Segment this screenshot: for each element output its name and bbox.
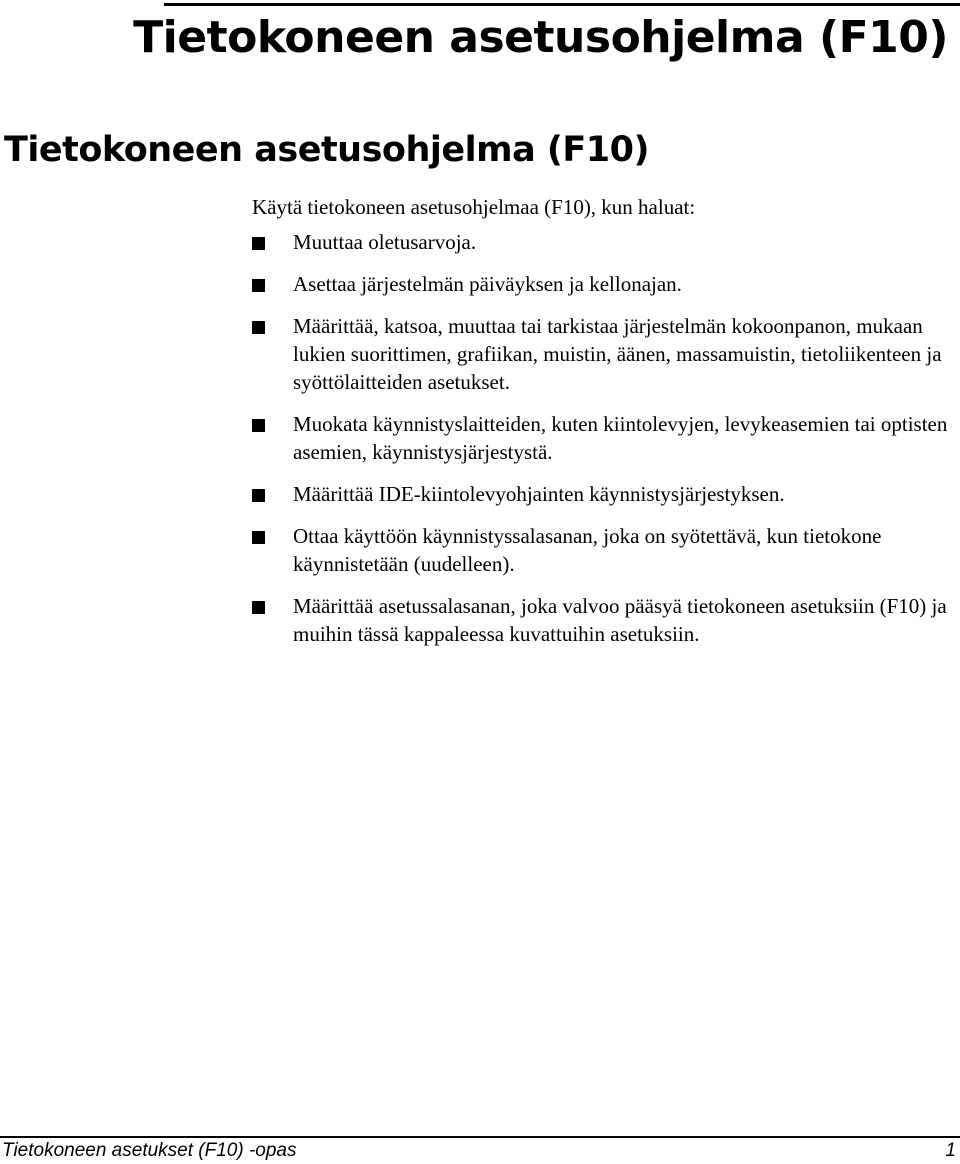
chapter-title: Tietokoneen asetusohjelma (F10) <box>133 12 948 63</box>
list-item-text: Ottaa käyttöön käynnistyssalasanan, joka on syötettävä, kun tietokone käynnistetään (uudelleen). <box>293 524 882 576</box>
list-item-text: Määrittää, katsoa, muuttaa tai tarkistaa järjestelmän kokoonpanon, mukaan lukien suorittimen, grafiikan, muistin, äänen, massamuistin, tietoliikenteen ja syöttölaitteiden asetukset. <box>293 314 942 394</box>
list-item-text: Määrittää IDE-kiintolevyohjainten käynnistysjärjestyksen. <box>293 482 785 506</box>
square-bullet-icon <box>252 321 265 334</box>
list-item <box>252 522 957 578</box>
list-item-text: Määrittää asetussalasanan, joka valvoo pääsyä tietokoneen asetuksiin (F10) ja muihin tässä kappaleessa kuvattuihin asetuksiin. <box>293 594 947 646</box>
square-bullet-icon <box>252 237 265 250</box>
square-bullet-icon <box>252 419 265 432</box>
bullet-list <box>252 228 957 662</box>
square-bullet-icon <box>252 279 265 292</box>
list-item <box>252 592 957 648</box>
square-bullet-icon <box>252 531 265 544</box>
list-item <box>252 228 957 256</box>
intro-paragraph: Käytä tietokoneen asetusohjelmaa (F10), kun haluat: <box>252 195 696 219</box>
list-item-text: Asettaa järjestelmän päiväyksen ja kellonajan. <box>293 272 682 296</box>
list-item <box>252 270 957 298</box>
list-item <box>252 480 957 508</box>
footer-rule <box>0 1136 960 1138</box>
top-rule <box>164 3 960 6</box>
square-bullet-icon <box>252 489 265 502</box>
list-item <box>252 312 957 396</box>
footer-title: Tietokoneen asetukset (F10) -opas <box>2 1140 297 1161</box>
list-item-text: Muokata käynnistyslaitteiden, kuten kiintolevyjen, levykeasemien tai optisten asemien, käynnistysjärjestystä. <box>293 412 948 464</box>
page-number: 1 <box>945 1140 956 1161</box>
list-item-text: Muuttaa oletusarvoja. <box>293 230 477 254</box>
square-bullet-icon <box>252 601 265 614</box>
section-title: Tietokoneen asetusohjelma (F10) <box>4 130 650 170</box>
list-item <box>252 410 957 466</box>
